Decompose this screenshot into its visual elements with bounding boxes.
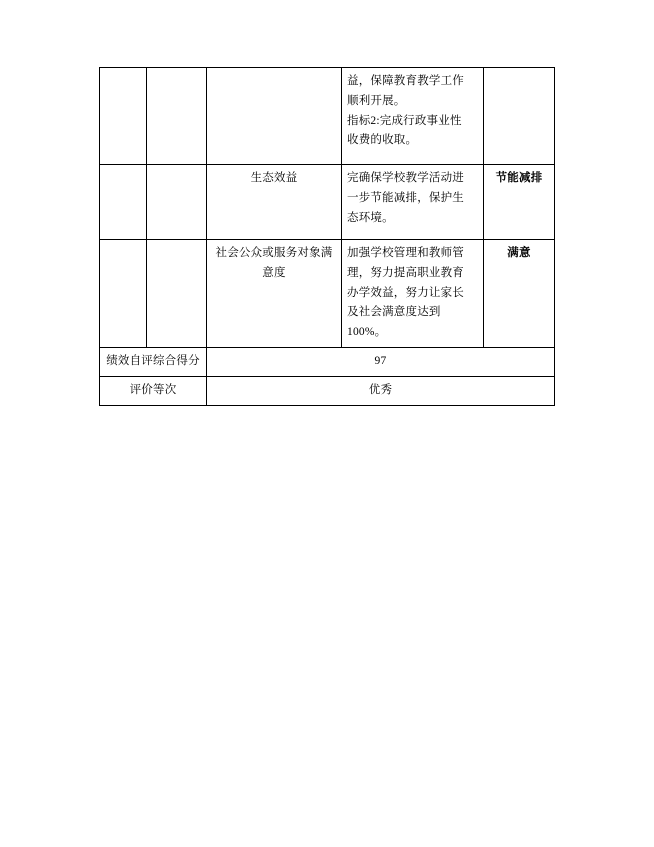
row1-cell-indicator-content [342, 68, 484, 165]
row1-cell-indicator-name [207, 68, 342, 165]
total-score-value: 97 [207, 347, 555, 376]
text-line: 完确保学校教学活动进 [347, 172, 464, 184]
text-line: 益，保障教育教学工作 [347, 75, 464, 87]
row2-cell-value: 节能减排 [484, 165, 555, 240]
row3-cell-subcategory [147, 240, 207, 348]
text-line: 一步节能减排，保护生 [347, 191, 464, 204]
row3-cell-indicator-name [207, 240, 342, 348]
row1-cell-value [484, 68, 555, 165]
text-line: 指标2:完成行政事业性 [347, 114, 462, 127]
row1-cell-subcategory [147, 68, 207, 165]
text-line: 加强学校管理和教师管 [347, 247, 464, 259]
table-row [100, 347, 555, 376]
row3-cell-category [100, 240, 147, 348]
row3-cell-indicator-content [342, 240, 484, 348]
row2-cell-subcategory [147, 165, 207, 240]
text-line: 意度 [262, 266, 286, 279]
text-line: 社会公众或服务对象满 [215, 247, 333, 259]
row2-cell-indicator-name: 生态效益 [207, 165, 342, 240]
row2-cell-category [100, 165, 147, 240]
text-line: 态环境。 [347, 211, 394, 224]
text-line: 及社会满意度达到 [347, 306, 441, 319]
table-row [100, 376, 555, 405]
table-row [100, 68, 555, 165]
text-line: 顺利开展。 [347, 94, 406, 107]
evaluation-grade-label: 评价等次 [100, 376, 207, 405]
text-line: 收费的收取。 [347, 134, 418, 147]
row2-cell-indicator-content [342, 165, 484, 240]
row1-cell-category [100, 68, 147, 165]
table-row [100, 165, 555, 240]
text-line: 100%。 [347, 326, 387, 339]
table-row [100, 240, 555, 348]
text-line: 办学效益，努力让家长 [347, 286, 464, 299]
performance-evaluation-table [99, 67, 555, 406]
text-line: 理，努力提高职业教育 [347, 266, 464, 279]
row3-cell-value: 满意 [484, 240, 555, 348]
total-score-label: 绩效自评综合得分 [100, 347, 207, 376]
evaluation-grade-value: 优秀 [207, 376, 555, 405]
